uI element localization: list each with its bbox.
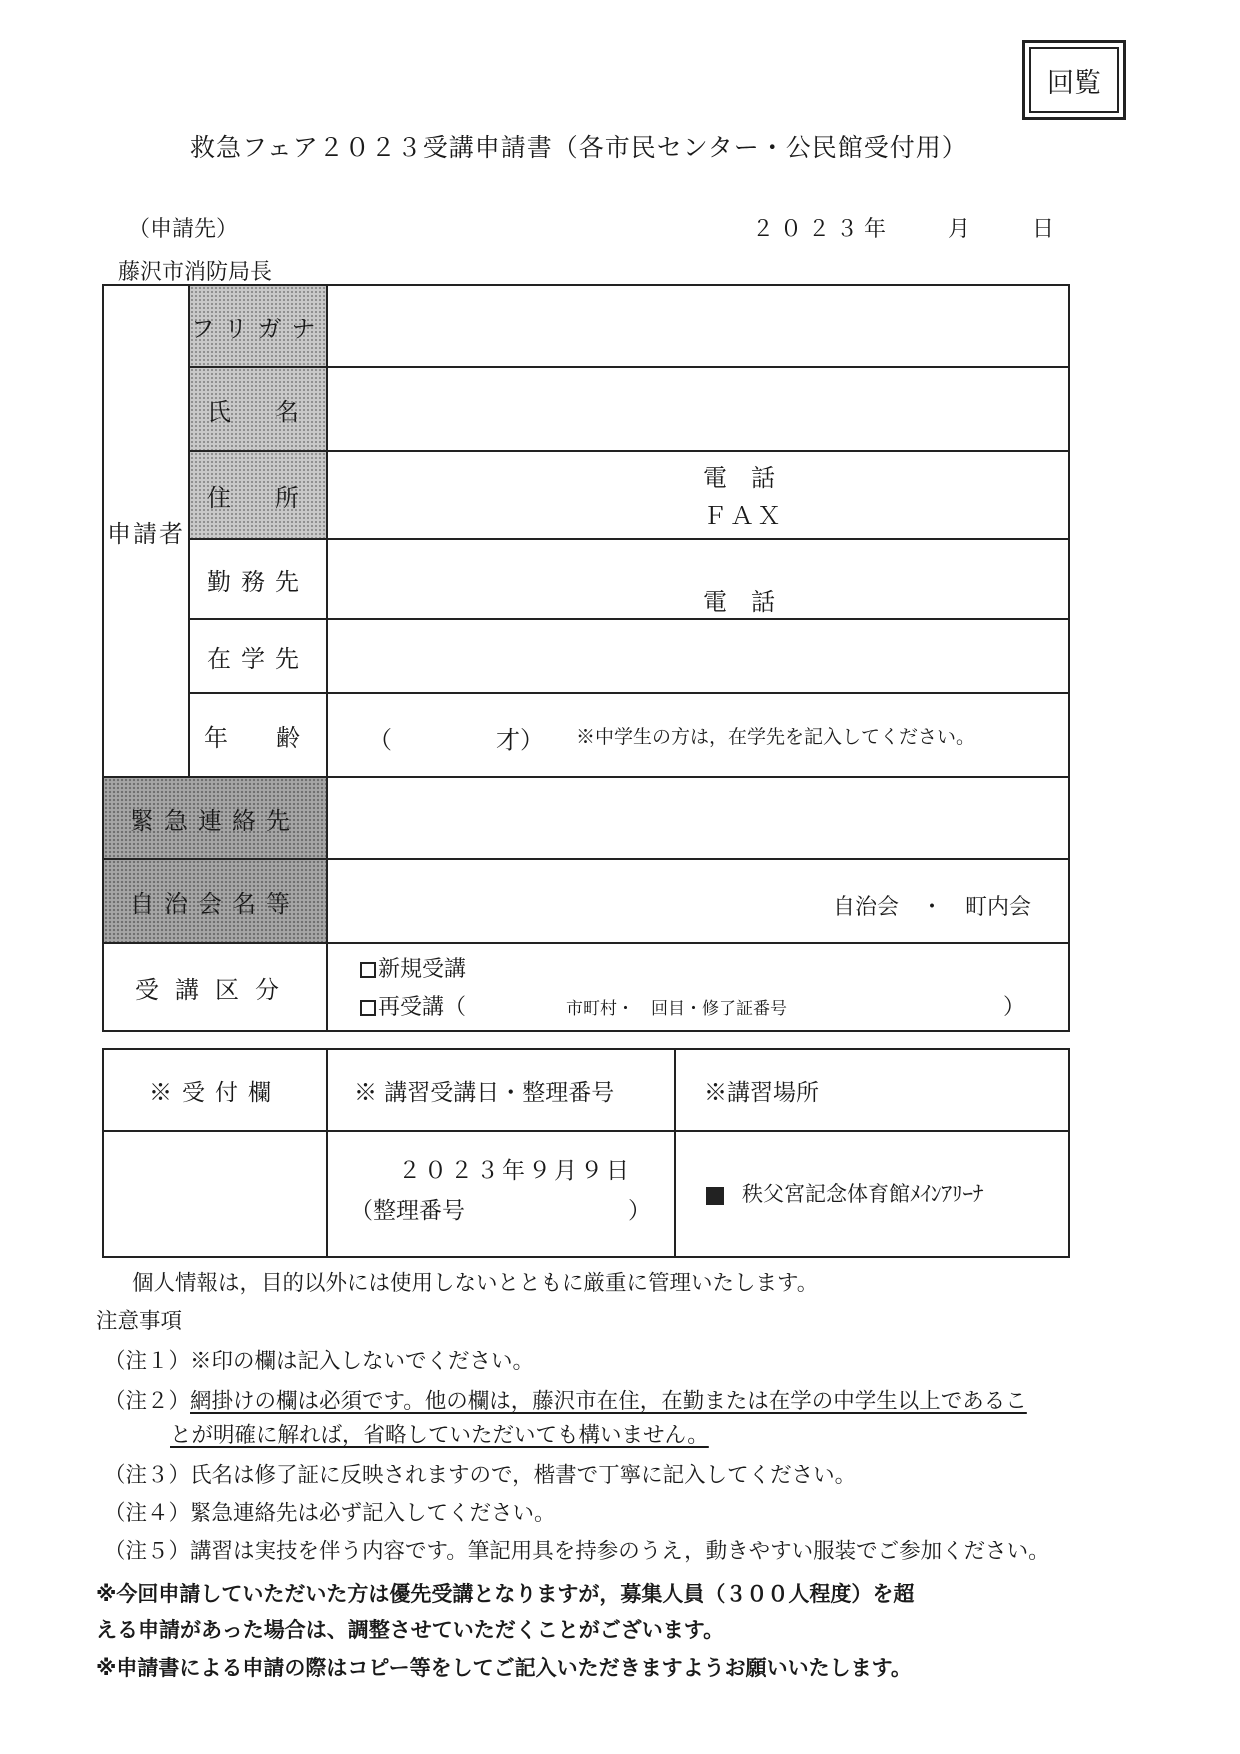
age-label: 年 齢 [189, 693, 327, 777]
priority-notice-line-2: える申請があった場合は、調整させていただくことがございます。 [96, 1618, 725, 1642]
square-bullet-icon [706, 1187, 724, 1205]
notes-heading: 注意事項 [96, 1309, 183, 1334]
work-phone-label: 電 話 [703, 588, 775, 616]
reference-number-close: ） [628, 1198, 651, 1224]
note-2-prefix: （注２） [104, 1389, 191, 1414]
venue-value: 秩父宮記念体育館ﾒｲﾝｱﾘｰﾅ [742, 1182, 984, 1206]
privacy-statement: 個人情報は，目的以外には使用しないとともに厳重に管理いたします。 [132, 1271, 819, 1296]
address-label: 住 所 [189, 451, 327, 539]
workplace-field[interactable] [327, 539, 1069, 619]
association-label: 自治会名等 [103, 859, 327, 943]
category-label: 受講区分 [103, 943, 327, 1031]
re-attendance-detail: 市町村・ 回目・修了証番号 [566, 999, 787, 1019]
school-label: 在学先 [189, 619, 327, 693]
addressee: 藤沢市消防局長 [118, 260, 273, 285]
note-4: （注４）緊急連絡先は必ず記入してください。 [104, 1501, 556, 1526]
emergency-contact-field[interactable] [327, 777, 1069, 859]
stamp-label: 回覧 [1029, 47, 1119, 113]
reception-table [102, 1048, 1070, 1258]
furigana-label: フリガナ [189, 285, 327, 367]
course-date-value: ２０２３年９月９日 [398, 1158, 632, 1184]
note-2-line-1: 網掛けの欄は必須です。他の欄は，藤沢市在住，在勤または在学の中学生以上であるこ [190, 1389, 1027, 1414]
age-unit: 才） [496, 726, 544, 754]
school-field[interactable] [327, 619, 1069, 693]
note-5: （注５）講習は実技を伴う内容です。筆記用具を持参のうえ，動きやすい服装でご参加ください。 [104, 1539, 1050, 1564]
reception-field [103, 1131, 327, 1257]
re-attendance-close: ） [1003, 995, 1026, 1020]
venue-header: ※講習場所 [675, 1049, 1069, 1131]
re-attendance-label: 再受講（ [378, 995, 467, 1020]
applicant-group-label: 申請者 [103, 285, 189, 777]
application-form-table [102, 284, 1070, 1032]
note-1: （注１）※印の欄は記入しないでください。 [104, 1349, 535, 1374]
age-open-paren: （ [368, 726, 392, 754]
age-field[interactable] [327, 693, 1069, 777]
priority-notice-line-1: ※今回申請していただいた方は優先受講となりますが，募集人員（３００人程度）を超 [96, 1582, 915, 1606]
name-label: 氏 名 [189, 367, 327, 451]
fax-label: ＦＡＸ [703, 502, 784, 530]
circulation-stamp [1022, 40, 1126, 120]
copy-notice: ※申請書による申請の際はコピー等をしてご記入いただきますようお願いいたします。 [96, 1656, 912, 1680]
association-field[interactable] [327, 859, 1069, 943]
new-attendance-option[interactable] [360, 952, 466, 983]
phone-label: 電 話 [703, 464, 775, 492]
course-date-cell [327, 1131, 675, 1257]
note-3: （注３）氏名は修了証に反映されますので，楷書で丁寧に記入してください。 [104, 1463, 857, 1488]
document-title: 救急フェア２０２３受講申請書（各市民センター・公民館受付用） [190, 133, 968, 162]
new-attendance-label: 新規受講 [378, 957, 467, 982]
re-attendance-option[interactable] [360, 990, 466, 1021]
furigana-field[interactable] [327, 285, 1069, 367]
note-2-line-2: とが明確に解れば，省略していただいても構いません。 [170, 1423, 709, 1448]
re-attendance-checkbox[interactable] [360, 1000, 376, 1016]
reception-header: ※受付欄 [103, 1049, 327, 1131]
address-field[interactable] [327, 451, 1069, 539]
venue-cell [675, 1131, 1069, 1257]
reference-number-label: （整理番号 [350, 1198, 465, 1224]
name-field[interactable] [327, 367, 1069, 451]
note-2 [104, 1384, 1027, 1415]
course-date-header: ※ 講習受講日・整理番号 [327, 1049, 675, 1131]
addressee-label: （申請先） [128, 217, 239, 242]
category-field [327, 943, 1069, 1031]
emergency-contact-label: 緊急連絡先 [103, 777, 327, 859]
association-options: 自治会 ・ 町内会 [833, 895, 1032, 920]
application-date: ２０２３年 月 日 [752, 217, 1061, 242]
age-note: ※中学生の方は，在学先を記入してください。 [576, 726, 976, 748]
workplace-label: 勤務先 [189, 539, 327, 619]
new-attendance-checkbox[interactable] [360, 962, 376, 978]
